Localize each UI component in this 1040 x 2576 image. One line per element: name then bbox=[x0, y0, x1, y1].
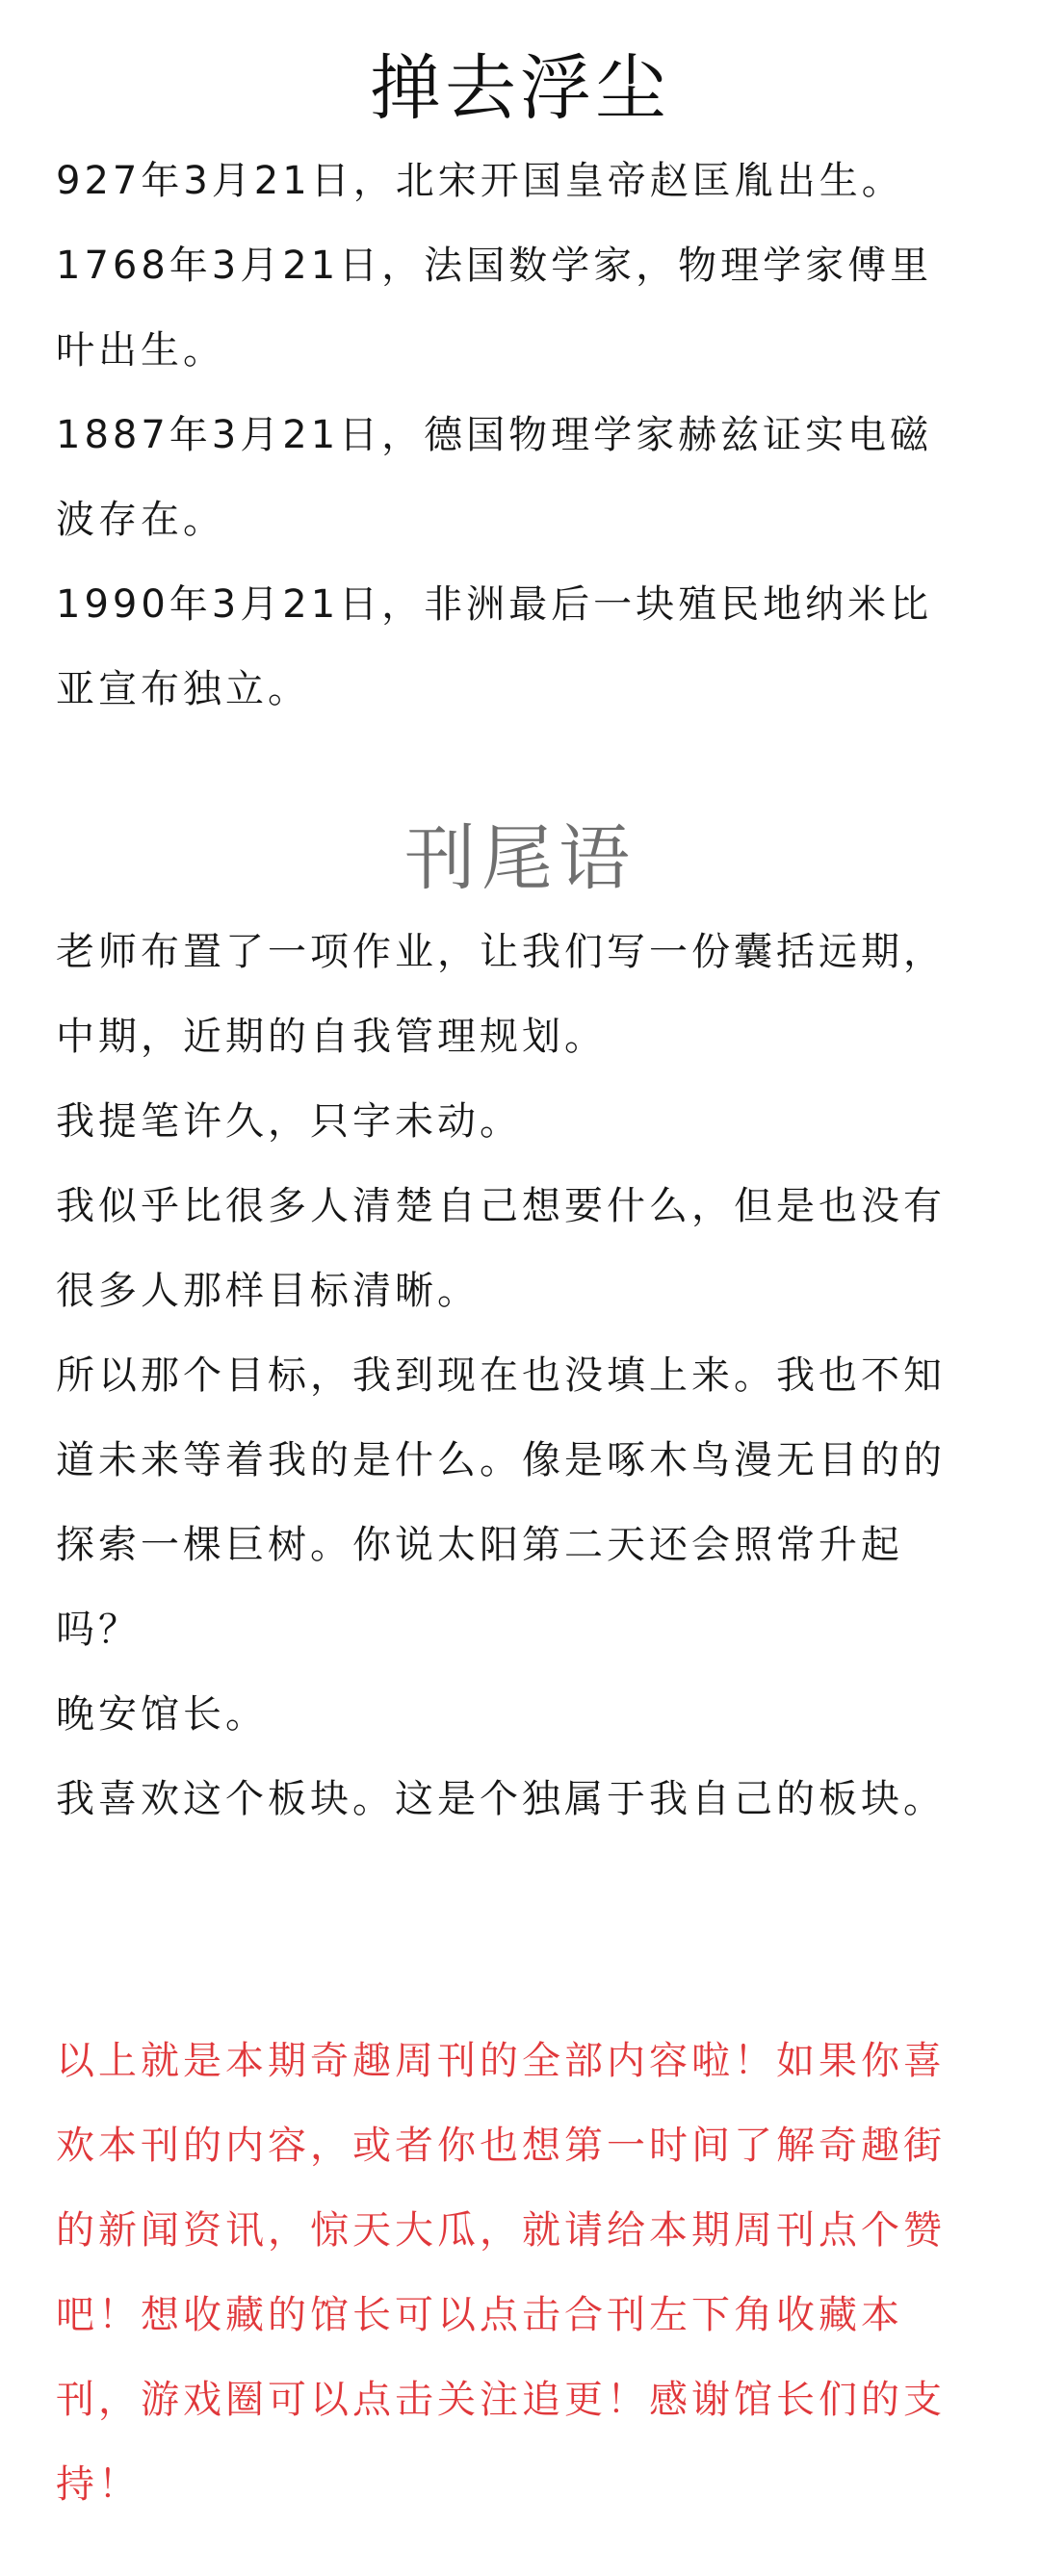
afterword-paragraph: 老师布置了一项作业，让我们写一份囊括远期，中期，近期的自我管理规划。 bbox=[56, 930, 946, 1059]
history-item: 1887年3月21日，德国物理学家赫兹证实电磁波存在。 bbox=[56, 413, 933, 542]
closing-text: 以上就是本期奇趣周刊的全部内容啦！如果你喜欢本刊的内容，或者你也想第一时间了解奇趣街的新闻资讯，惊天大瓜，就请给本期周刊点个赞吧！想收藏的馆长可以点击合刊左下角收藏本刊，游戏圈可以点击关注追更！感谢馆长们的支持！ bbox=[56, 2039, 946, 2507]
history-list bbox=[56, 139, 961, 732]
section-title-history: 掸去浮尘 bbox=[370, 47, 670, 130]
history-item: 1768年3月21日，法国数学家，物理学家傅里叶出生。 bbox=[56, 244, 933, 373]
afterword-paragraph: 晚安馆长。 bbox=[56, 1692, 268, 1737]
section-title-afterword: 刊尾语 bbox=[404, 817, 636, 900]
history-item: 1990年3月21日，非洲最后一块殖民地纳米比亚宣布独立。 bbox=[56, 582, 933, 711]
afterword-paragraph: 我似乎比很多人清楚自己想要什么，但是也没有很多人那样目标清晰。 bbox=[56, 1184, 946, 1313]
closing-note bbox=[56, 2019, 961, 2527]
afterword-paragraph: 我喜欢这个板块。这是个独属于我自己的板块。 bbox=[56, 1777, 946, 1821]
history-item: 927年3月21日，北宋开国皇帝赵匡胤出生。 bbox=[56, 159, 904, 203]
afterword-paragraph: 所以那个目标，我到现在也没填上来。我也不知道未来等着我的是什么。像是啄木鸟漫无目的的探索一棵巨树。你说太阳第二天还会照常升起吗？ bbox=[56, 1353, 946, 1652]
afterword-body bbox=[56, 910, 961, 1842]
afterword-paragraph: 我提笔许久，只字未动。 bbox=[56, 1099, 522, 1144]
